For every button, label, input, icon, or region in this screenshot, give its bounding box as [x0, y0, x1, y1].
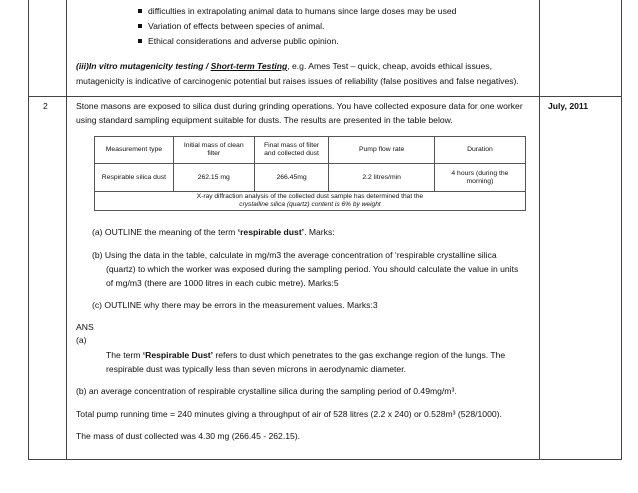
question-b-line-1: (b) Using the data in the table, calculate in mg/m3 the average concentration of ‘respirable crystalline silica — [92, 250, 497, 260]
row-date: July, 2011 — [548, 101, 588, 111]
bullet-item: difficulties in extrapolating animal data to humans since large doses may be used — [148, 6, 457, 16]
question-a-text: (a) OUTLINE the meaning of the term — [92, 227, 238, 237]
answer-a-pre: The term — [106, 350, 143, 360]
measurement-table — [94, 136, 526, 211]
cell-final-mass: 266.45mg — [254, 164, 329, 192]
bullet-item: Ethical considerations and adverse public opinion. — [148, 36, 339, 46]
question-b-line-2: (quartz) to which the worker was exposed during the sampling period. You should calculate the value in units — [106, 264, 519, 274]
column-divider — [539, 0, 540, 459]
table-note — [95, 192, 526, 211]
row-divider — [29, 96, 621, 97]
answer-a-line-2: respirable dust was typically less than seven microns in aerodynamic diameter. — [106, 364, 406, 374]
answer-a-label: (a) — [76, 335, 87, 345]
answer-a-line-1 — [106, 350, 505, 360]
invitro-label: (iii)In vitro mutagenicity testing / — [76, 61, 211, 71]
bullet-item: Variation of effects between species of animal. — [148, 21, 325, 31]
header-initial-mass: Initial mass of clean filter — [173, 137, 254, 164]
cell-initial-mass: 262.15 mg — [173, 164, 254, 192]
short-term-testing: Short-term Testing — [210, 61, 288, 71]
cell-duration: 4 hours (during the morning) — [434, 164, 525, 192]
answer-b: (b) an average concentration of respirable crystalline silica during the sampling period of 0.49mg/m³. — [76, 386, 457, 396]
invitro-line-2: mutagenicity is indicative of carcinogenic potential but raises issues of reliability (false positives and false negatives). — [76, 76, 519, 86]
cell-pump-flow: 2.2 litres/min — [329, 164, 434, 192]
header-pump-flow: Pump flow rate — [329, 137, 434, 164]
intro-line-2: using standard sampling equipment suitable for dusts. The results are presented in the table below. — [76, 115, 453, 125]
answer-heading: ANS — [76, 322, 94, 332]
header-measurement-type: Measurement type — [95, 137, 174, 164]
invitro-line — [76, 61, 492, 71]
answer-a-term: ‘Respirable Dust’ — [142, 350, 213, 360]
row-number: 2 — [43, 101, 48, 111]
question-a-marks: . Marks: — [304, 227, 335, 237]
question-a — [92, 227, 335, 237]
intro-line-1: Stone masons are exposed to silica dust during grinding operations. You have collected exposure data for one worker — [76, 101, 523, 111]
question-c: (c) OUTLINE why there may be errors in the measurement values. Marks:3 — [92, 300, 378, 310]
column-divider — [66, 0, 67, 459]
table-note-line-2: crystalline silica (quartz) content is 6% by weight — [239, 201, 381, 208]
table-note-line-1: X-ray diffraction analysis of the collected dust sample has determined that the — [196, 193, 424, 200]
cell-measurement-type: Respirable silica dust — [95, 164, 174, 192]
header-final-mass: Final mass of filter and collected dust — [254, 137, 329, 164]
answer-mass: The mass of dust collected was 4.30 mg (266.45 - 262.15). — [76, 431, 301, 441]
question-a-term: ‘respirable dust’ — [237, 227, 305, 237]
question-b-line-3: of mg/m3 (there are 1000 litres in each cubic metre). Marks:5 — [106, 278, 339, 288]
invitro-rest: , e.g. Ames Test – quick, cheap, avoids ethical issues, — [287, 61, 492, 71]
header-duration: Duration — [434, 137, 525, 164]
answer-a-post: refers to dust which penetrates to the gas exchange region of the lungs. The — [212, 350, 506, 360]
answer-pump-time: Total pump running time = 240 minutes giving a throughput of air of 528 litres (2.2 x 240) or 0.528m³ (528/1000). — [76, 409, 502, 419]
